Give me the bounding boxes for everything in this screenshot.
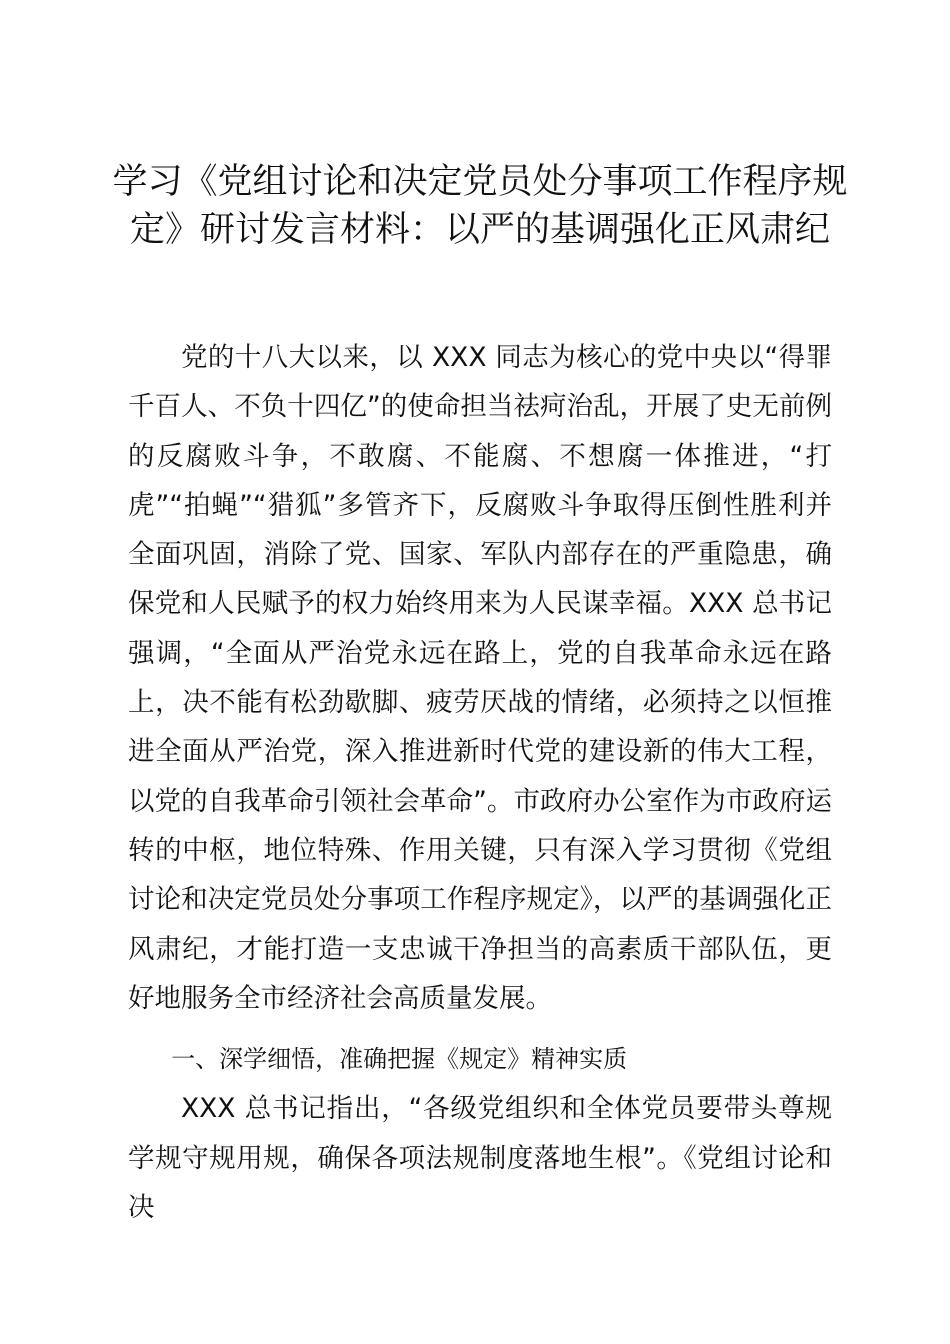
document-body [128,333,832,1232]
section-heading: 一、深学细悟，准确把握《规定》精神实质 [171,1045,628,1074]
body-paragraph: XXX 总书记指出，“各级党组织和全体党员要带头尊规学规守规用规，确保各项法规制度落地生根”。《党组讨论和决 [128,1093,832,1224]
body-paragraph: 党的十八大以来，以 XXX 同志为核心的党中央以“得罪千百人、不负十四亿”的使命担当祛疴治乱，开展了史无前例的反腐败斗争，不敢腐、不能腐、不想腐一体推进，“打虎”“拍蝇”“猎狐”多管齐下，反腐败斗争取得压倒性胜利并全面巩固，消除了党、国家、军队内部存在的严重隐患，确保党和人民赋予的权力始终用来为人民谋幸福。XXX 总书记强调，“全面从严治党永远在路上，党的自我革命永远在路上，决不能有松劲歇脚、疲劳厌战的情绪，必须持之以恒推进全面从严治党，深入推进新时代党的建设新的伟大工程，以党的自我革命引领社会革命”。市政府办公室作为市政府运转的中枢，地位特殊、作用关键，只有深入学习贯彻《党组讨论和决定党员处分事项工作程序规定》，以严的基调强化正风肃纪，才能打造一支忠诚干净担当的高素质干部队伍，更好地服务全市经济社会高质量发展。 [128,342,832,1014]
document-title: 学习《党组讨论和决定党员处分事项工作程序规定》研讨发言材料：以严的基调强化正风肃纪 [112,162,848,250]
